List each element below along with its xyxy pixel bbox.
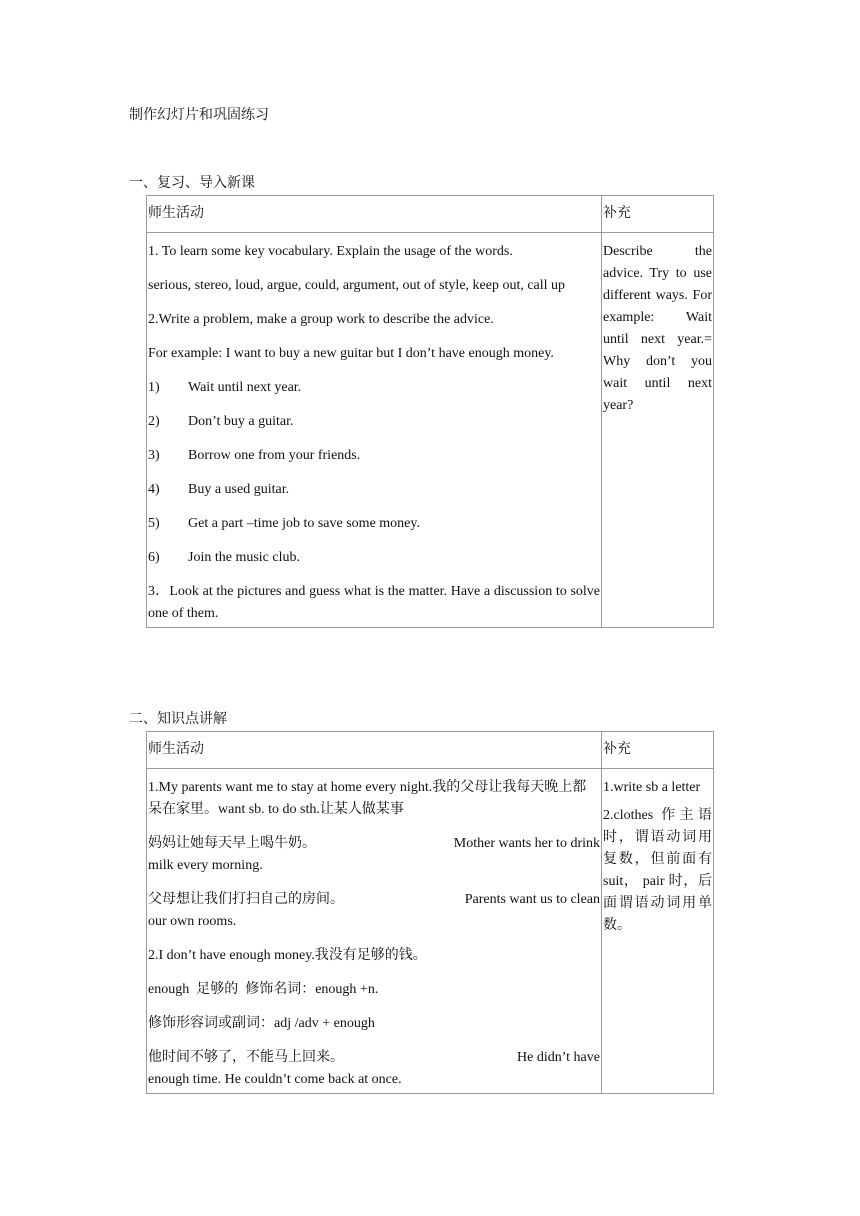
list-item: 1) Wait until next year.	[148, 380, 302, 395]
section-heading-review: 一、复习、导入新课	[129, 176, 255, 191]
column-header-activities: 师生活动	[147, 196, 602, 233]
paragraph-example-time: 他时间不够了，不能马上回来。 He didn’t have enough time. He couldn’t come back at once.	[148, 1050, 600, 1087]
paragraph-enough-noun: enough 足够的 修饰名词：enough +n.	[148, 982, 379, 997]
paragraph-enough-adj: 修饰形容词或副词：adj /adv + enough	[148, 1016, 375, 1031]
list-item: 3) Borrow one from your friends.	[148, 448, 361, 463]
activities-cell	[147, 233, 602, 628]
activities-cell	[147, 769, 602, 1094]
column-header-supplement: 补充	[602, 732, 714, 769]
paragraph-group-work: 2.Write a problem, make a group work to describe the advice.	[148, 312, 494, 327]
paragraph-enough-money: 2.I don’t have enough money.我没有足够的钱。	[148, 948, 427, 963]
list-item: 4) Buy a used guitar.	[148, 482, 290, 497]
paragraph-example: For example: I want to buy a new guitar but I don’t have enough money.	[148, 346, 554, 361]
document-title: 制作幻灯片和巩固练习	[129, 108, 269, 123]
list-item: 2) Don’t buy a guitar.	[148, 414, 294, 429]
table-header-row	[147, 732, 714, 769]
list-item: 5) Get a part –time job to save some money.	[148, 516, 420, 531]
section-heading-knowledge: 二、知识点讲解	[129, 712, 227, 727]
column-header-supplement: 补充	[602, 196, 714, 233]
table-header-row	[147, 196, 714, 233]
table-body-row	[147, 233, 714, 628]
paragraph-example-milk: 妈妈让她每天早上喝牛奶。 Mother wants her to drink milk every morning.	[148, 836, 600, 873]
paragraph-vocabulary-list: serious, stereo, loud, argue, could, argument, out of style, keep out, call up	[148, 278, 566, 293]
table-body-row	[147, 769, 714, 1094]
paragraph-example-rooms: 父母想让我们打扫自己的房间。 Parents want us to clean our own rooms.	[148, 892, 600, 929]
paragraph-vocabulary-goal: 1. To learn some key vocabulary. Explain the usage of the words.	[148, 244, 513, 259]
supplement-note-write-letter: 1.write sb a letter	[603, 780, 701, 795]
knowledge-table	[146, 731, 714, 1094]
supplement-cell: Describe the advice. Try to use different ways. For example: Wait until next year.= Why don’t you wait until next year?	[602, 233, 714, 628]
supplement-note-clothes: 2.clothes 作主语时，谓语动词用复数，但前面有suit， pair 时，后面谓语动词用单数。	[603, 808, 712, 933]
paragraph-want-sb-to-do: 1.My parents want me to stay at home every night.我的父母让我每天晚上都呆在家里。want sb. to do sth.让某人做某事	[148, 780, 587, 817]
supplement-cell	[602, 769, 714, 1094]
list-item: 6) Join the music club.	[148, 550, 300, 565]
column-header-activities: 师生活动	[147, 732, 602, 769]
review-table	[146, 195, 714, 628]
paragraph-discussion: 3．Look at the pictures and guess what is the matter. Have a discussion to solve one of them.	[148, 584, 600, 621]
